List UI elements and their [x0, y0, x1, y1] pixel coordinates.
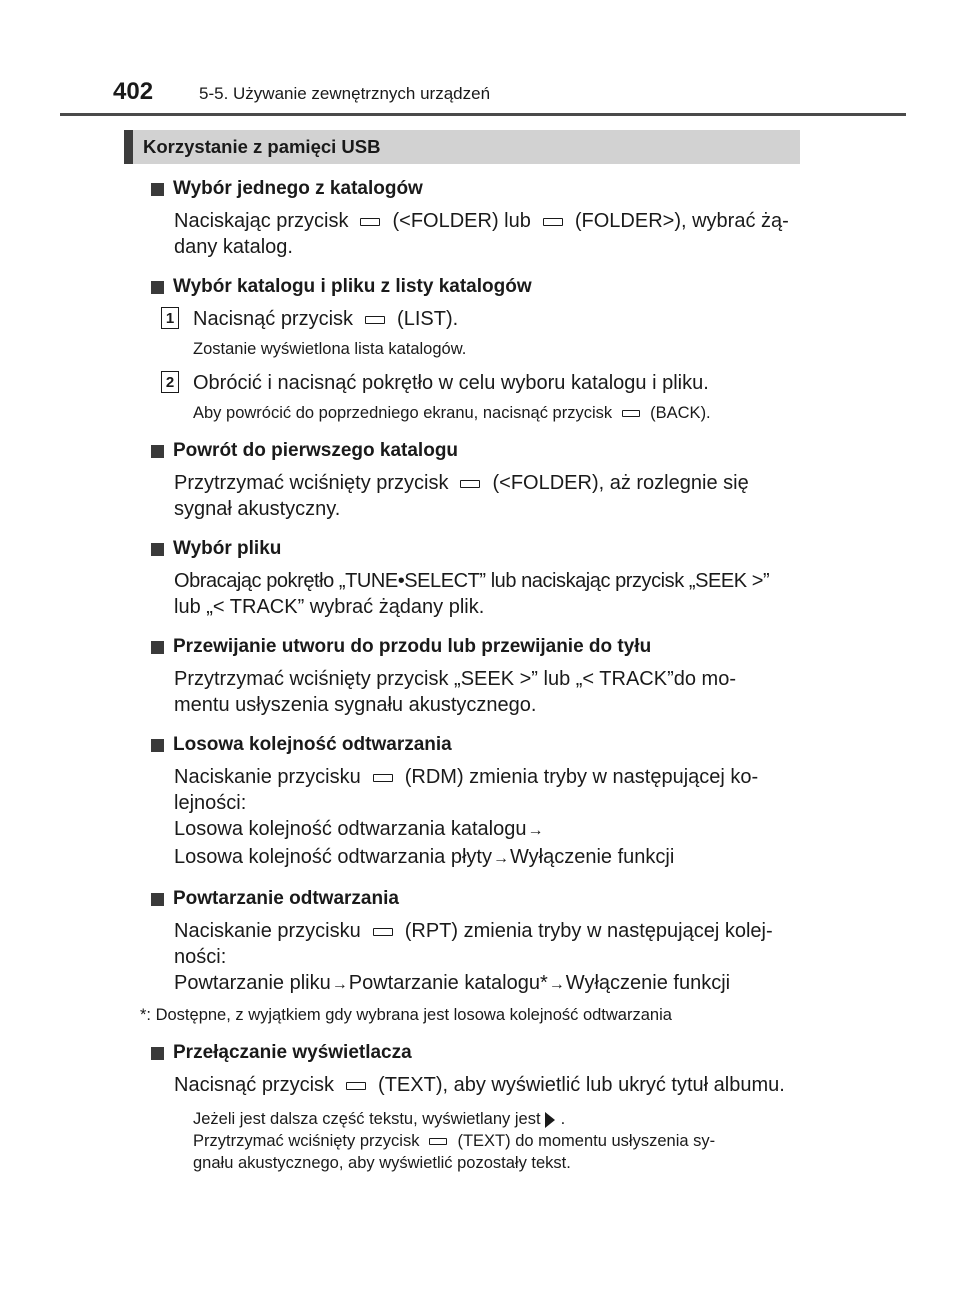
- heading-text: Losowa kolejność odtwarzania: [173, 734, 452, 755]
- arrow-right-icon: →: [492, 850, 509, 867]
- square-bullet-icon: [151, 641, 164, 654]
- arrow-right-icon: →: [331, 976, 348, 993]
- paragraph: Naciskając przycisk (<FOLDER) lub (FOLDER>), wybrać żą- dany katalog.: [174, 210, 789, 258]
- button-outline-icon: [365, 316, 385, 324]
- note: Jeżeli jest dalsza część tekstu, wyświetlany jest .: [193, 1110, 566, 1128]
- page-content: [140, 176, 801, 1174]
- step-text: Obrócić i nacisnąć pokrętło w celu wyboru katalogu i pliku.: [193, 372, 709, 394]
- square-bullet-icon: [151, 445, 164, 458]
- heading-text: Przełączanie wyświetlacza: [173, 1042, 412, 1063]
- arrow-right-icon: →: [548, 976, 565, 993]
- subsection-heading: [151, 886, 801, 912]
- button-outline-icon: [460, 480, 480, 488]
- subsection-heading: [151, 274, 801, 300]
- subsection-heading: [151, 634, 801, 660]
- square-bullet-icon: [151, 183, 164, 196]
- paragraph: Przytrzymać wciśnięty przycisk (<FOLDER), aż rozlegnie się sygnał akustyczny.: [174, 472, 749, 520]
- page-header: [113, 78, 490, 112]
- square-bullet-icon: [151, 739, 164, 752]
- chapter-title: 5-5. Używanie zewnętrznych urządzeń: [199, 84, 491, 103]
- square-bullet-icon: [151, 281, 164, 294]
- arrow-right-icon: →: [527, 822, 544, 839]
- heading-text: Powtarzanie odtwarzania: [173, 888, 399, 909]
- square-bullet-icon: [151, 893, 164, 906]
- subsection-heading: [151, 176, 801, 202]
- button-outline-icon: [373, 928, 393, 936]
- step-note: Zostanie wyświetlona lista katalogów.: [193, 340, 467, 358]
- subsection-heading: [151, 438, 801, 464]
- button-outline-icon: [346, 1082, 366, 1090]
- subsection-heading: [151, 536, 801, 562]
- section-title: Korzystanie z pamięci USB: [143, 136, 381, 157]
- header-divider: [60, 113, 906, 116]
- step-2: [161, 370, 801, 396]
- paragraph: Naciskanie przycisku (RDM) zmienia tryby w następującej ko- lejności: Losowa kolejność odtwarzania katalogu→ Losowa kolejność odtwarzania płyty→Wyłączenie funkcji: [174, 766, 759, 868]
- paragraph: Obracając pokrętło „TUNE•SELECT” lub naciskając przycisk „SEEK >” lub „< TRACK” wybrać żądany plik.: [174, 570, 770, 618]
- button-outline-icon: [543, 218, 563, 226]
- step-text: Nacisnąć przycisk (LIST).: [193, 308, 459, 330]
- heading-text: Przewijanie utworu do przodu lub przewijanie do tyłu: [173, 636, 652, 657]
- button-outline-icon: [622, 410, 640, 417]
- subsection-heading: [151, 1040, 801, 1066]
- note: Przytrzymać wciśnięty przycisk (TEXT) do momentu usłyszenia sy- gnału akustycznego, aby wyświetlić pozostały tekst.: [193, 1132, 716, 1172]
- button-outline-icon: [360, 218, 380, 226]
- page-number: 402: [113, 78, 154, 105]
- paragraph: Naciskanie przycisku (RPT) zmienia tryby w następującej kolej- ności: Powtarzanie pliku→Powtarzanie katalogu*→Wyłączenie funkcji: [174, 920, 773, 994]
- step-1: [161, 306, 801, 332]
- square-bullet-icon: [151, 543, 164, 556]
- heading-text: Wybór pliku: [173, 538, 282, 559]
- button-outline-icon: [373, 774, 393, 782]
- heading-text: Powrót do pierwszego katalogu: [173, 440, 459, 461]
- square-bullet-icon: [151, 1047, 164, 1060]
- paragraph: Przytrzymać wciśnięty przycisk „SEEK >” lub „< TRACK”do mo- mentu usłyszenia sygnału akustycznego.: [174, 668, 736, 716]
- subsection-heading: [151, 732, 801, 758]
- triangle-right-icon: [545, 1112, 555, 1128]
- heading-text: Wybór katalogu i pliku z listy katalogów: [173, 276, 532, 297]
- step-number: 2: [161, 371, 179, 393]
- button-outline-icon: [429, 1138, 447, 1145]
- footnote: *: Dostępne, z wyjątkiem gdy wybrana jest losowa kolejność odtwarzania: [140, 1006, 672, 1024]
- step-number: 1: [161, 307, 179, 329]
- step-note: Aby powrócić do poprzedniego ekranu, nacisnąć przycisk (BACK).: [193, 404, 711, 422]
- paragraph: Nacisnąć przycisk (TEXT), aby wyświetlić lub ukryć tytuł albumu.: [174, 1074, 785, 1096]
- heading-text: Wybór jednego z katalogów: [173, 178, 423, 199]
- section-heading-bar: [124, 130, 800, 164]
